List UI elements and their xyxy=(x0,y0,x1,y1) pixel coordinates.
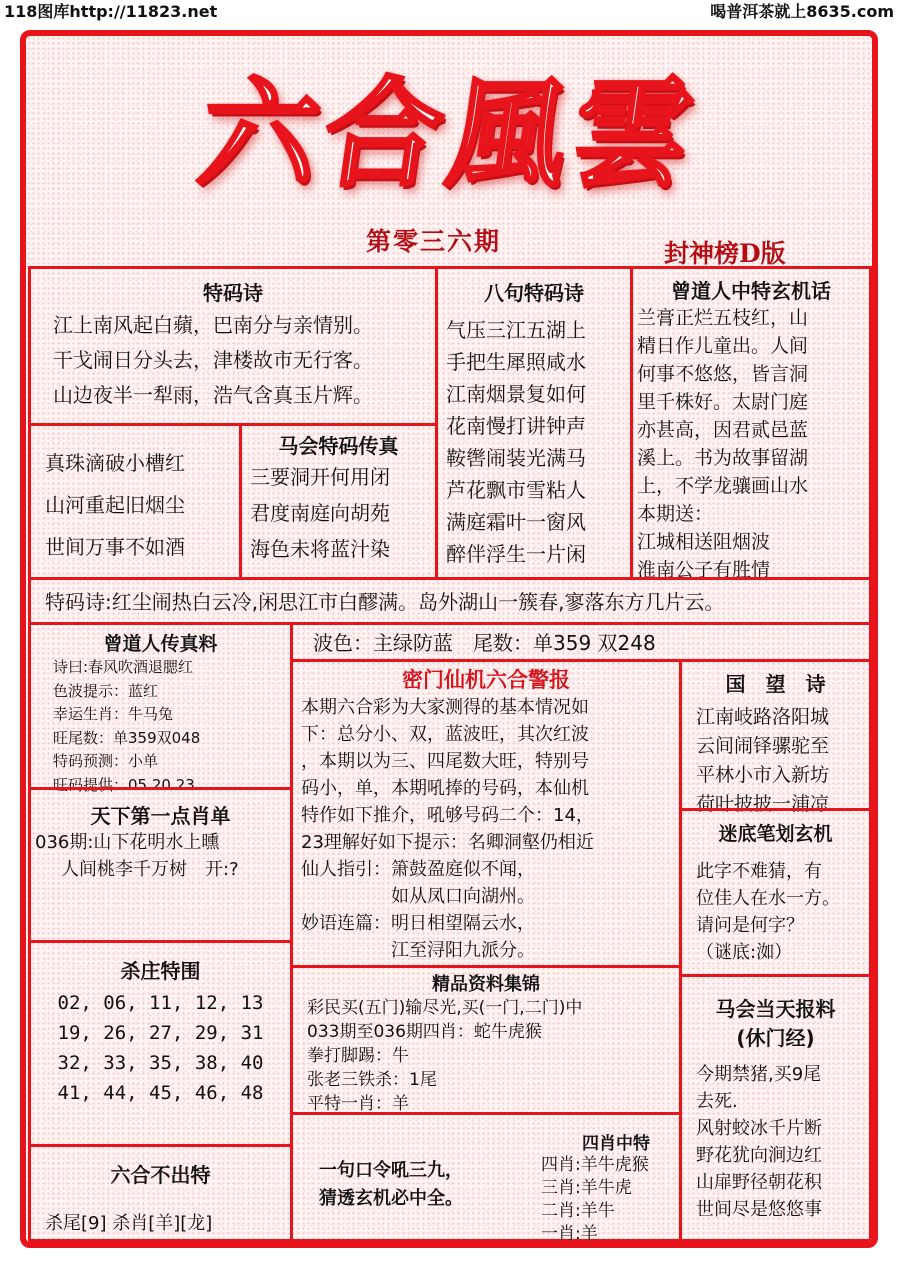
text-line: 山扉野径朝花积 xyxy=(696,1172,822,1193)
text-line: 码小，单，本期吼捧的号码，本仙机 xyxy=(301,778,589,799)
eight-line-poem-lines xyxy=(438,314,630,570)
text-line: 兰膏正烂五枝红，山 xyxy=(637,307,809,329)
text-line: 本期六合彩为大家测得的基本情况如 xyxy=(301,697,589,718)
tianxia-title: 天下第一点肖单 xyxy=(90,804,231,828)
text-line: 旺尾数：单359双048 xyxy=(53,728,201,747)
text-line: 溪上。书为故事留湖 xyxy=(637,447,809,469)
guowang-title: 国 望 诗 xyxy=(725,672,826,696)
text-line: 妙语连篇：明日相望隔云水， xyxy=(301,913,535,934)
text-line: 033期至036期四肖：蛇牛虎猴 xyxy=(307,1022,542,1042)
poem-line: 世间万事不如酒 xyxy=(45,535,185,559)
text-line: 平特一肖：羊 xyxy=(307,1094,409,1114)
mahui-baoliao-title: 马会当天报料 xyxy=(715,997,836,1021)
wave-tail-text: 波色：主绿防蓝 尾数：单359 双248 xyxy=(313,631,656,655)
poem-line: 海色未将蓝汁染 xyxy=(250,537,390,561)
eight-line-poem-box xyxy=(435,266,633,580)
tianxia-box xyxy=(28,787,293,943)
text-line: 特码预测：小单 xyxy=(53,752,159,770)
sixiao-block xyxy=(541,1129,681,1246)
poem-line: 君度南庭向胡苑 xyxy=(250,501,390,525)
tema-poem-lines xyxy=(31,308,435,413)
text-line: ，本期以为三、四尾数大旺，特别号 xyxy=(301,751,589,772)
number-row: 41, 44, 45, 46, 48 xyxy=(57,1082,264,1104)
text-line: 张老三铁杀：1尾 xyxy=(307,1070,437,1090)
pearl-poem-lines xyxy=(45,442,239,568)
poem-line: 云间闹铎骡驼至 xyxy=(696,735,830,757)
mahui-chuanzhen-title: 马会特码传真 xyxy=(278,434,399,458)
edition-label: 封神榜D版 xyxy=(664,239,786,268)
eight-line-poem-title: 八句特码诗 xyxy=(484,281,584,305)
poem-line: 江上南风起白蘋，巴南分与亲情别。 xyxy=(53,313,373,337)
shazhuang-box xyxy=(28,940,293,1147)
poem-line: 荷叶披披一浦凉 xyxy=(696,793,830,815)
text-line: 一肖:羊 xyxy=(541,1224,598,1244)
text-line: 位佳人在水一方。 xyxy=(696,888,840,909)
mahui-baoliao-box xyxy=(679,974,872,1242)
guowang-box xyxy=(679,659,872,815)
text-line: 世间尽是悠悠事 xyxy=(696,1199,822,1220)
zengdao-zhenliao-title: 曾道人传真料 xyxy=(103,633,218,655)
midi-title: 迷底笔划玄机 xyxy=(718,823,833,845)
masthead-title: 六合風雲 xyxy=(191,64,707,203)
poem-line: 江南岐路洛阳城 xyxy=(696,706,830,728)
text-line: 江至浔阳九派分。 xyxy=(301,940,535,961)
text-line: 色波提示：蓝红 xyxy=(53,681,159,700)
text-line: 上，不学龙骧画山水 xyxy=(637,475,809,497)
midi-lines xyxy=(682,858,869,966)
text-line: 旺码提供：05 20 23 xyxy=(53,775,195,794)
kouling-lines xyxy=(319,1157,463,1213)
text-line: 风射蛟冰千片断 xyxy=(696,1118,822,1139)
text-line: 如从凤口向湖州。 xyxy=(301,886,535,907)
mimen-lines xyxy=(293,694,679,964)
jingpin-title: 精品资料集锦 xyxy=(432,974,540,995)
text-line: 淮南公子有胜情 xyxy=(637,559,771,581)
poem-line: 花南慢打讲钟声 xyxy=(446,414,586,438)
guowang-lines xyxy=(682,703,869,819)
buchute-box xyxy=(28,1144,293,1242)
midi-box xyxy=(679,808,872,977)
sixiao-lines xyxy=(541,1154,681,1246)
poem-line: 气压三江五湖上 xyxy=(446,318,586,342)
poem-line: 山边夜半一犁雨，浩气含真玉片辉。 xyxy=(53,383,373,407)
text-line: 请问是何字？ xyxy=(696,915,804,936)
zengdao-xuanji-box xyxy=(630,266,872,580)
zengdao-xuanji-title: 曾道人中特玄机话 xyxy=(671,279,831,303)
tema-poem-box xyxy=(28,266,438,426)
text-line: 此字不难猜，有 xyxy=(696,861,822,882)
mahui-baoliao-subtitle: (休门经) xyxy=(736,1026,815,1050)
sixiao-title: 四肖中特 xyxy=(582,1134,650,1154)
poem-line: 鞍辔闹装光满马 xyxy=(446,446,586,470)
text-line: 亦甚高，因君贰邑蓝 xyxy=(637,419,809,441)
text-line: 特作如下推介，吼够号码二个：14， xyxy=(301,805,594,826)
number-row: 32, 33, 35, 38, 40 xyxy=(57,1052,264,1074)
jingpin-lines xyxy=(293,996,679,1116)
jingpin-box xyxy=(290,965,682,1115)
buchute-title: 六合不出特 xyxy=(110,1163,211,1187)
kouling-line: 猜透玄机必中全。 xyxy=(319,1188,463,1209)
zengdao-zhenliao-box xyxy=(28,622,293,794)
kouling-box xyxy=(290,1112,682,1242)
poem-line: 三要洞开何用闭 xyxy=(250,465,390,489)
text-line: 何事不悠悠，皆言洞 xyxy=(637,363,809,385)
tema-poem-strip-text: 特码诗:红尘闹热白云冷,闲思江市白醪满。岛外湖山一簇春,寥落东方几片云。 xyxy=(45,590,725,614)
text-line: 里千株好。太尉门庭 xyxy=(637,391,809,413)
poem-line: 真珠滴破小槽红 xyxy=(45,451,185,475)
text-line: 人间桃李千万树 开:? xyxy=(61,859,239,880)
poem-line: 平林小市入新坊 xyxy=(696,764,830,786)
poem-line: 芦花飘市雪粘人 xyxy=(446,478,586,502)
mahui-baoliao-lines xyxy=(682,1061,869,1223)
text-line: 江城相送阻烟波 xyxy=(637,531,771,553)
mimen-box xyxy=(290,659,682,968)
site-url-left[interactable]: 118图库http://11823.net xyxy=(4,2,218,21)
poem-line: 山河重起旧烟尘 xyxy=(45,493,185,517)
text-line: 仙人指引：箫鼓盈庭似不闻， xyxy=(301,859,535,880)
issue-number: 第零三六期 xyxy=(366,227,502,256)
wave-tail-strip xyxy=(290,622,872,662)
site-url-right[interactable]: 喝普洱茶就上8635.com xyxy=(710,2,894,21)
zengdao-xuanji-lines xyxy=(633,304,869,584)
poem-line: 江南烟景复如何 xyxy=(446,382,586,406)
zengdao-zhenliao-lines xyxy=(31,656,290,797)
text-line: 拳打脚踢：牛 xyxy=(307,1046,409,1066)
text-line: 野花犹向涧边红 xyxy=(696,1145,822,1166)
text-line: 精日作儿童出。人间 xyxy=(637,335,809,357)
text-line: 23理解好如下提示：名卿洞壑仍相近 xyxy=(301,832,594,853)
tema-poem-strip xyxy=(28,577,872,625)
shazhuang-numbers xyxy=(31,988,290,1108)
text-line: 彩民买(五门)输尽光,买(一门,二门)中 xyxy=(307,998,583,1018)
poster-sheet xyxy=(20,30,878,1248)
text-line: 诗曰:春风吹酒退腮红 xyxy=(53,658,194,676)
tianxia-lines xyxy=(31,829,290,883)
text-line: 036期:山下花明水上曛 xyxy=(35,832,220,853)
kouling-line: 一句口令吼三九， xyxy=(319,1160,463,1181)
tema-poem-title: 特码诗 xyxy=(203,281,263,305)
pearl-poem-box xyxy=(28,423,242,580)
text-line: 本期送： xyxy=(637,503,714,525)
text-line: 幸运生肖：牛马兔 xyxy=(53,705,174,723)
text-line: 三肖:羊牛虎 xyxy=(541,1178,632,1198)
number-row: 02, 06, 11, 12, 13 xyxy=(57,992,264,1014)
mahui-chuanzhen-box xyxy=(239,423,438,580)
shazhuang-title: 杀庄特围 xyxy=(120,959,201,983)
poem-line: 满庭霜叶一窗风 xyxy=(446,510,586,534)
poem-line: 手把生犀照咸水 xyxy=(446,350,586,374)
text-line: （谜底:洳） xyxy=(696,942,793,963)
text-line: 今期禁猪,买9尾 xyxy=(696,1064,822,1085)
text-line: 四肖:羊牛虎猴 xyxy=(541,1155,649,1175)
poem-line: 干戈闹日分头去，津楼故市无行客。 xyxy=(53,348,373,372)
buchute-line: 杀尾[9] 杀肖[羊][龙] xyxy=(45,1213,213,1234)
text-line: 下：总分小、双，蓝波旺，其次红波 xyxy=(301,724,589,745)
mimen-title: 密门仙机六合警报 xyxy=(402,668,570,692)
mahui-chuanzhen-lines xyxy=(242,459,435,567)
text-line: 二肖:羊牛 xyxy=(541,1201,615,1221)
number-row: 19, 26, 27, 29, 31 xyxy=(57,1022,264,1044)
poem-line: 醉伴浮生一片闲 xyxy=(446,542,586,566)
text-line: 去死. xyxy=(696,1091,738,1112)
